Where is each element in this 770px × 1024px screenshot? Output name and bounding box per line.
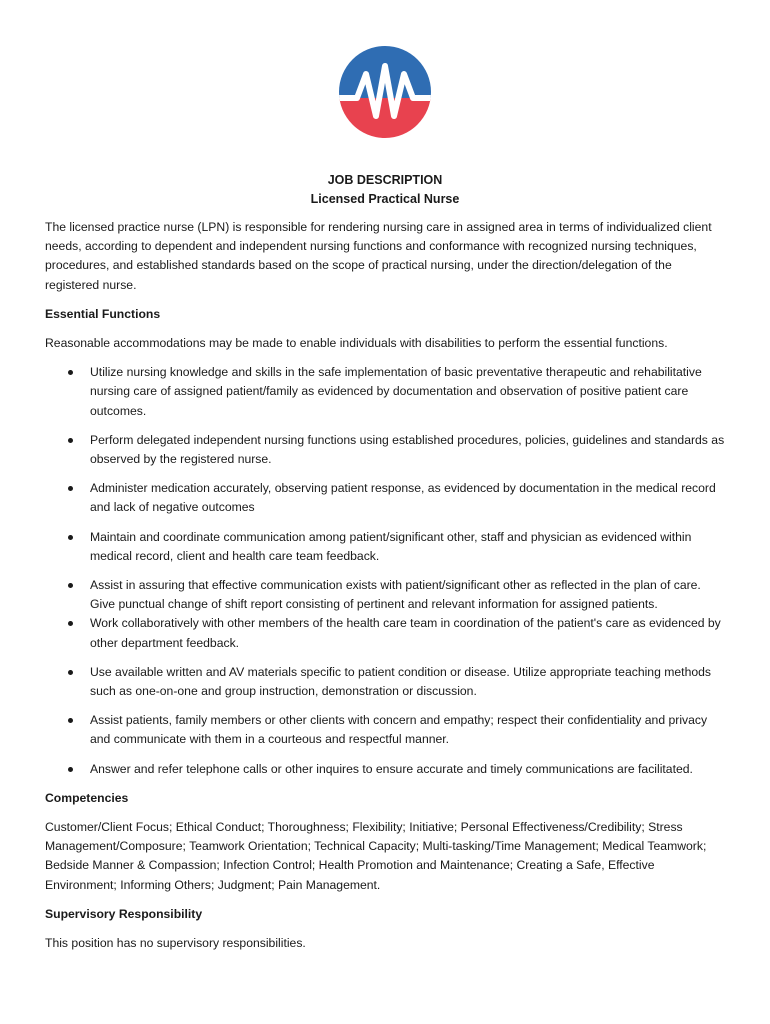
- title-block: [0, 171, 770, 209]
- bullet-icon: [68, 718, 73, 723]
- list-item: Assist patients, family members or other clients with concern and empathy; respect their confidentiality and privacy and communicate with them in a courteous and respectful manner.: [45, 711, 725, 749]
- bullet-icon: [68, 670, 73, 675]
- list-item: Use available written and AV materials specific to patient condition or disease. Utilize appropriate teaching methods such as one-on-one and group instruction, demonstration or discussion.: [45, 663, 725, 701]
- document-subtitle: Licensed Practical Nurse: [310, 192, 460, 206]
- list-item: Answer and refer telephone calls or other inquires to ensure accurate and timely communications are facilitated.: [45, 760, 725, 779]
- competencies-text: Customer/Client Focus; Ethical Conduct; Thoroughness; Flexibility; Initiative; Personal Effectiveness/Credibility; Stress Management/Composure; Teamwork Orientation; Technical Capacity; Multi-tasking/Time Management; Medical Teamwork; Bedside Manner & Compassion; Infection Control; Health Promotion and Maintenance; Creating a Safe, Effective Environment; Informing Others; Judgment; Pain Management.: [45, 820, 707, 892]
- list-item: Utilize nursing knowledge and skills in the safe implementation of basic preventative therapeutic and rehabilitative nursing care of assigned patient/family as evidenced by documentation and observation of positive patient care outcomes.: [45, 363, 725, 421]
- list-item: Administer medication accurately, observing patient response, as evidenced by documentation in the medical record and lack of negative outcomes: [45, 479, 725, 517]
- supervisory-heading: Supervisory Responsibility: [45, 906, 203, 921]
- document-title: JOB DESCRIPTION: [327, 173, 443, 187]
- intro-paragraph: The licensed practice nurse (LPN) is responsible for rendering nursing care in assigned area in terms of individualized client needs, according to dependent and independent nursing functions and conformance with recognized nursing techniques, procedures, and established standards based on the scope of practical nursing, under the direction/delegation of the registered nurse.: [45, 220, 712, 292]
- heartbeat-logo: [339, 46, 431, 138]
- list-item: Perform delegated independent nursing functions using established procedures, policies, guidelines and standards as observed by the registered nurse.: [45, 431, 725, 469]
- supervisory-text: This position has no supervisory responsibilities.: [45, 936, 306, 951]
- bullet-icon: [68, 370, 73, 375]
- list-item: Assist in assuring that effective communication exists with patient/significant other as reflected in the plan of care. Give punctual change of shift report consisting of pertinent and relevant information for assigned patients.: [45, 576, 725, 614]
- competencies-heading: Competencies: [45, 790, 129, 805]
- list-item: Work collaboratively with other members of the health care team in coordination of the patient's care as evidenced by other department feedback.: [45, 614, 725, 652]
- document-body: [45, 218, 725, 953]
- bullet-icon: [68, 486, 73, 491]
- bullet-icon: [68, 535, 73, 540]
- accommodation-note: Reasonable accommodations may be made to enable individuals with disabilities to perform the essential functions.: [45, 336, 668, 351]
- bullet-icon: [68, 438, 73, 443]
- bullet-icon: [68, 621, 73, 626]
- list-item: Maintain and coordinate communication among patient/significant other, staff and physician as evidenced within medical record, client and health care team feedback.: [45, 528, 725, 566]
- essential-functions-heading: Essential Functions: [45, 306, 161, 321]
- essential-functions-list: [45, 363, 725, 779]
- bullet-icon: [68, 583, 73, 588]
- bullet-icon: [68, 767, 73, 772]
